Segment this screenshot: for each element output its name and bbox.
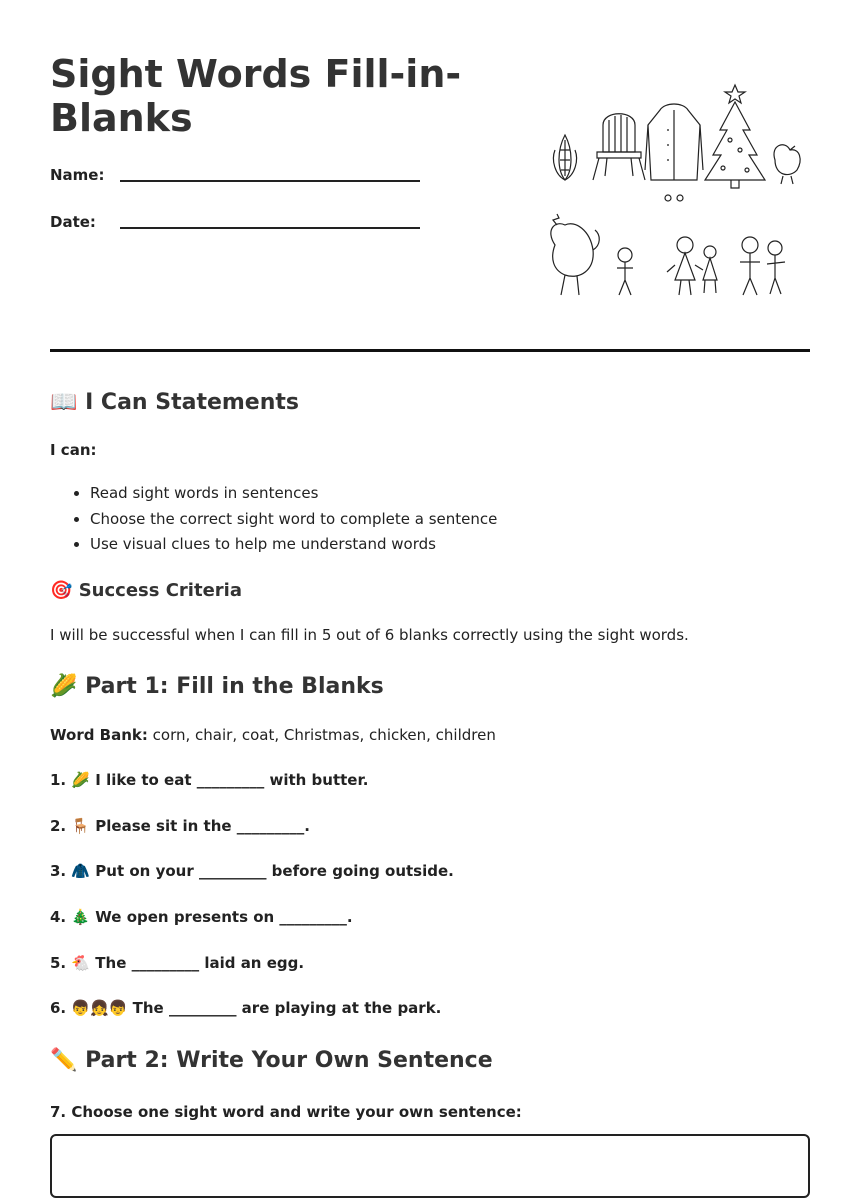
date-label: Date: [50, 213, 96, 231]
pencil-icon: ✏️ [50, 1048, 78, 1073]
question-4 [50, 908, 353, 926]
question-number: 4. [50, 908, 67, 926]
name-line[interactable] [120, 180, 420, 182]
question-text: We open presents on _________. [95, 908, 353, 926]
sentence-answer-box[interactable] [50, 1134, 810, 1198]
date-line[interactable] [120, 227, 420, 229]
chicken-icon: 🐔 [71, 954, 91, 972]
question-text: The _________ laid an egg. [95, 954, 305, 972]
question-1 [50, 771, 368, 789]
children-icon: 👦👧👦 [71, 999, 128, 1017]
list-item: • Read sight words in sentences [90, 481, 497, 507]
chair-icon: 🪑 [71, 817, 91, 835]
sight-words-illustration [535, 80, 810, 305]
question-2 [50, 817, 310, 835]
word-bank [50, 726, 496, 744]
question-3 [50, 862, 454, 880]
part2-heading [50, 1048, 493, 1073]
worksheet-title: Sight Words Fill-in-Blanks [50, 52, 462, 140]
part1-heading [50, 674, 384, 699]
question-number: 2. [50, 817, 67, 835]
question-text: Put on your _________ before going outside. [95, 862, 454, 880]
corn-icon: 🌽 [50, 674, 78, 699]
rooster-drawing [551, 214, 599, 295]
success-heading-text: Success Criteria [78, 580, 242, 601]
part1-heading-text: Part 1: Fill in the Blanks [85, 674, 384, 699]
children-drawing [617, 237, 785, 295]
question-6 [50, 999, 441, 1017]
corn-drawing [553, 135, 576, 180]
word-bank-words: corn, chair, coat, Christmas, chicken, children [152, 726, 496, 744]
ican-heading [50, 390, 299, 415]
ican-list [50, 481, 497, 558]
coat-drawing [645, 104, 703, 201]
question-number: 1. [50, 771, 67, 789]
part2-prompt: 7. Choose one sight word and write your own sentence: [50, 1103, 522, 1121]
list-item: • Use visual clues to help me understand words [90, 532, 497, 558]
question-number: 5. [50, 954, 67, 972]
question-text: Please sit in the _________. [95, 817, 310, 835]
corn-icon: 🌽 [71, 771, 91, 789]
question-number: 6. [50, 999, 67, 1017]
question-number: 3. [50, 862, 67, 880]
christmas-tree-icon: 🎄 [71, 908, 91, 926]
name-label: Name: [50, 166, 105, 184]
ican-heading-text: I Can Statements [85, 390, 299, 415]
header-divider [50, 349, 810, 352]
question-text: The _________ are playing at the park. [132, 999, 442, 1017]
success-heading [50, 580, 242, 601]
coat-icon: 🧥 [71, 862, 91, 880]
small-chicken-drawing [774, 145, 800, 184]
chair-drawing [593, 114, 645, 180]
part2-heading-text: Part 2: Write Your Own Sentence [85, 1048, 493, 1073]
question-text: I like to eat _________ with butter. [95, 771, 369, 789]
list-item: • Choose the correct sight word to complete a sentence [90, 507, 497, 533]
success-text: I will be successful when I can fill in 5 out of 6 blanks correctly using the sight words. [50, 626, 689, 644]
christmas-tree-drawing [705, 85, 765, 188]
book-icon: 📖 [50, 390, 78, 415]
question-5 [50, 954, 304, 972]
ican-intro: I can: [50, 441, 97, 459]
word-bank-label: Word Bank: [50, 726, 148, 744]
target-icon: 🎯 [50, 580, 73, 601]
